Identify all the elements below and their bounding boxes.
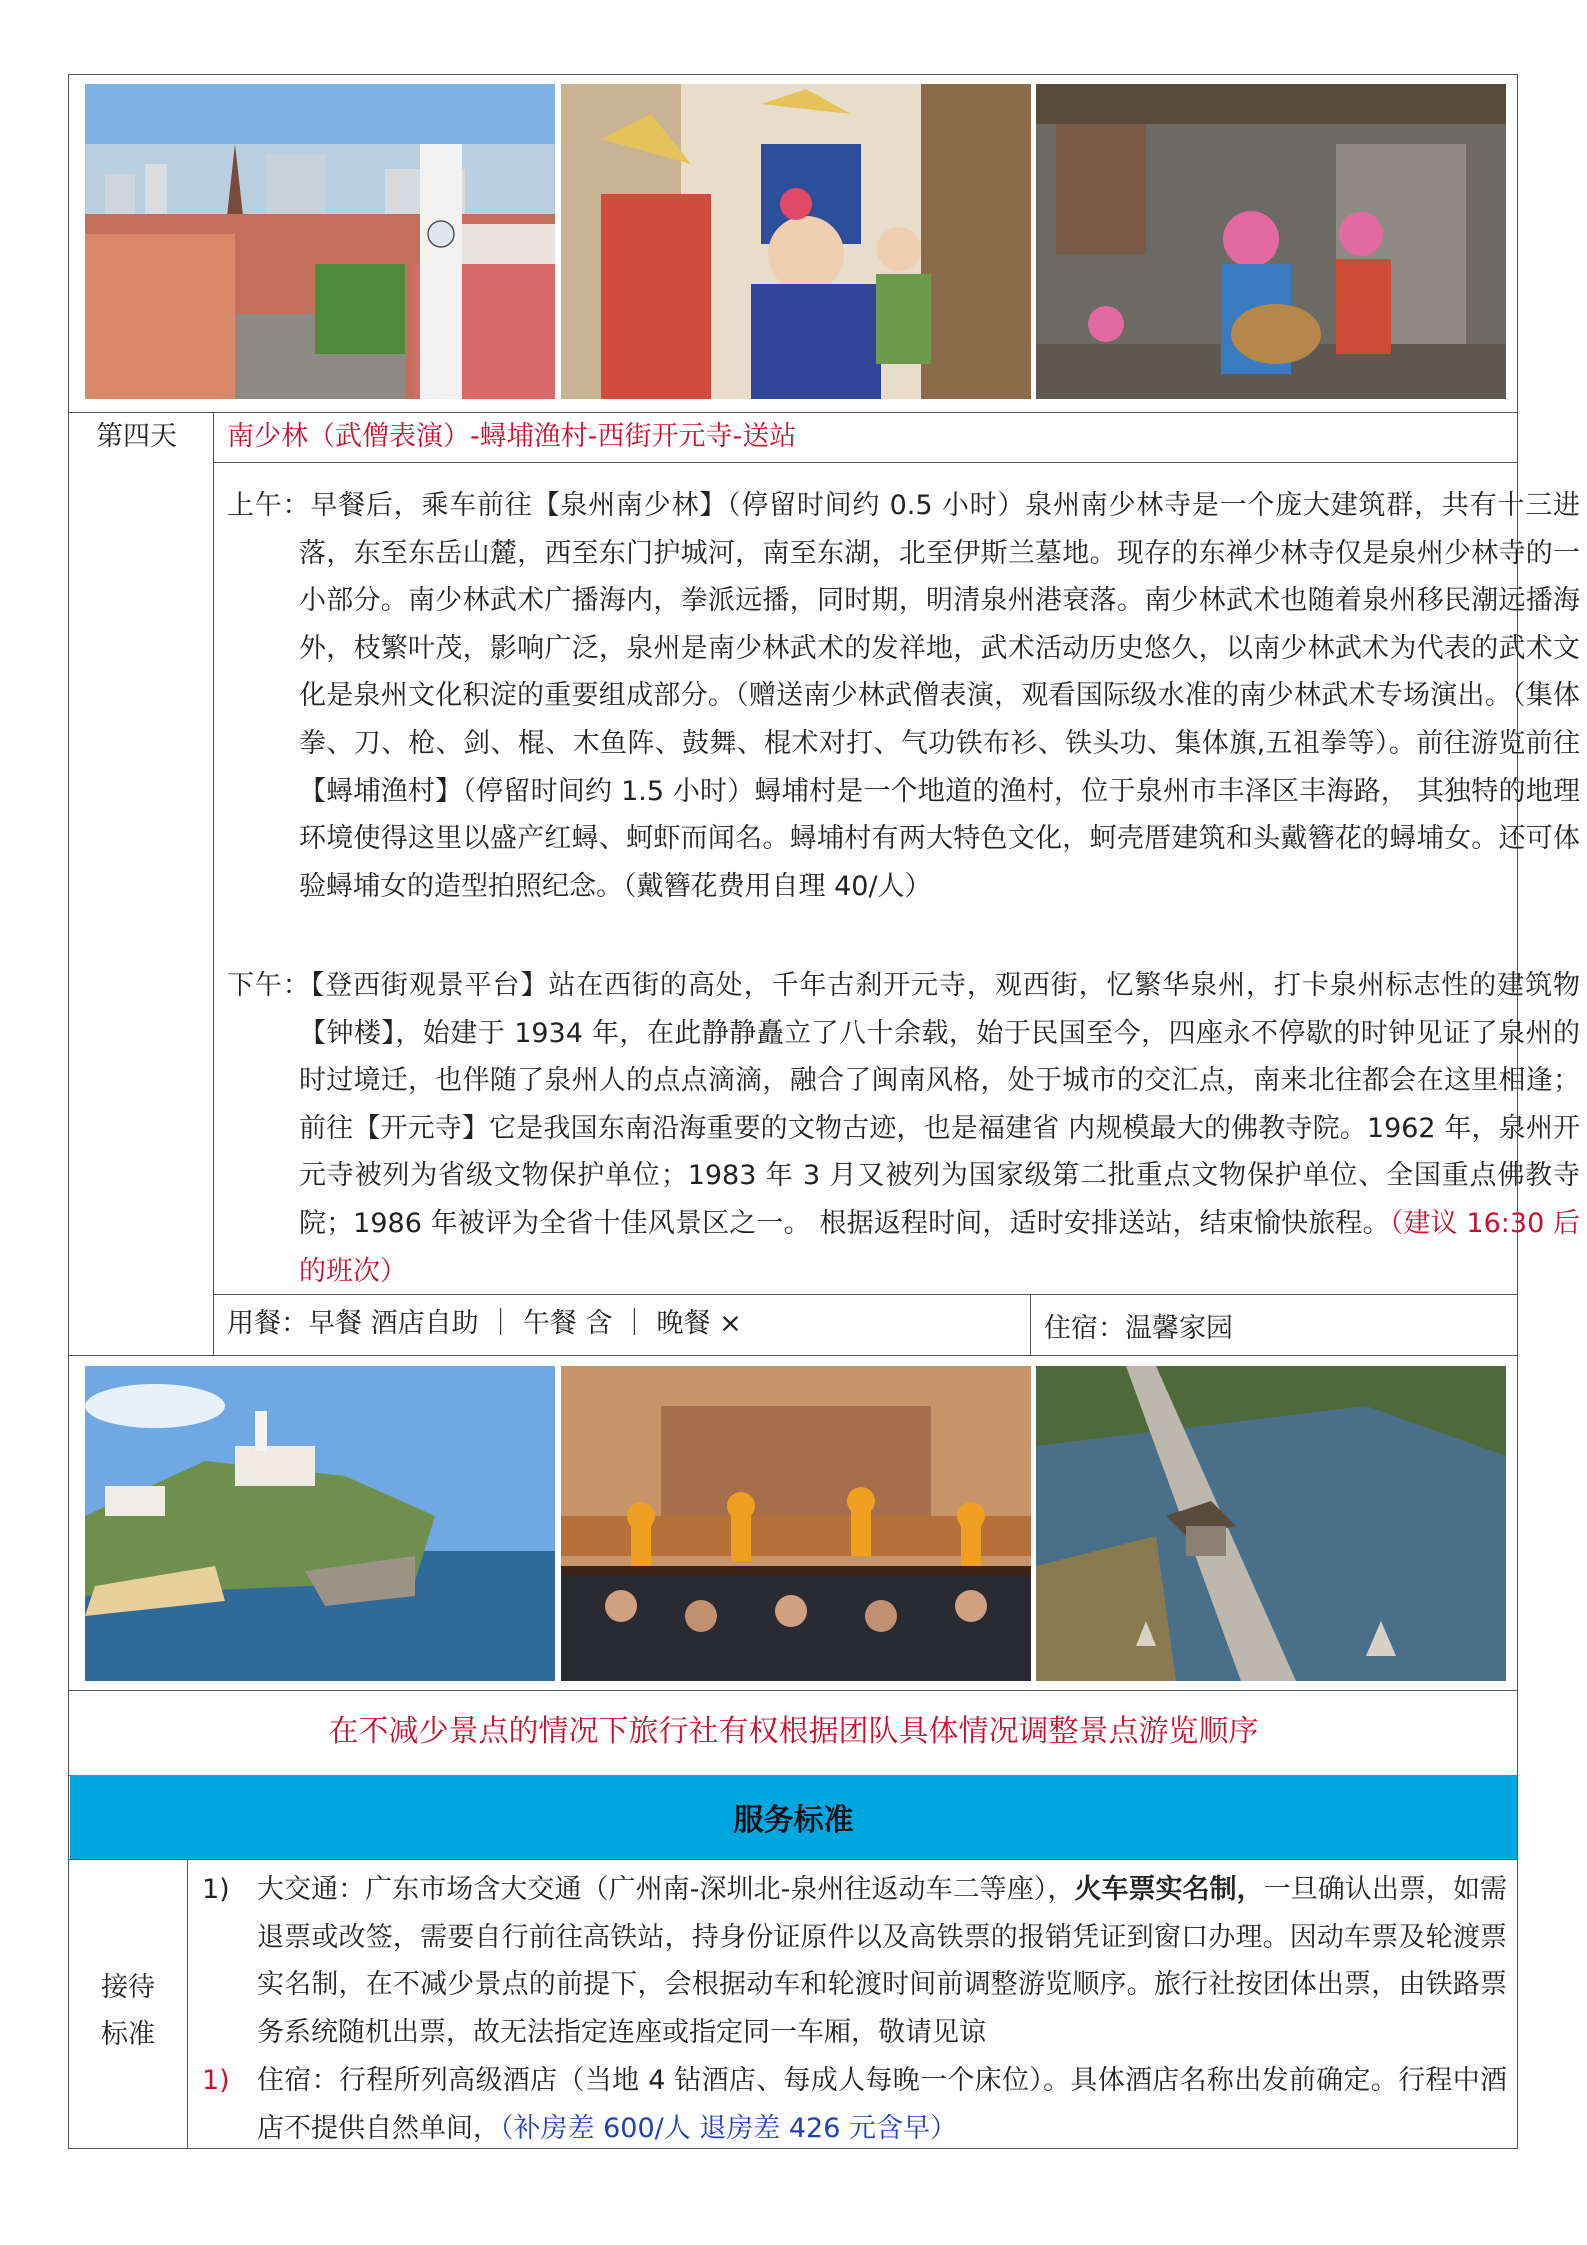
service-row-label-line2: 标准 xyxy=(101,2019,155,2050)
item1-text-a: 大交通：广东市场含大交通（广州南-深圳北-泉州往返动车二等座）， xyxy=(257,1874,1075,1905)
item1-text-b: 一旦确认出票，如需退票或改签，需要自行前往高铁站，持身份证原件以及高铁票的报销凭证到窗口办理。因动车票及轮渡票实名制，在不减少景点的前提下，会根据动车和轮渡时间前调整游览顺序。旅行社按团体出票，由铁路票务系统随机出票，故无法指定连座或指定同一车厢，敬请见谅 xyxy=(257,1874,1508,2048)
meals-info: 用餐：早餐 酒店自助 ｜ 午餐 含 ｜ 晚餐 × xyxy=(227,1308,742,1339)
afternoon-text: 【登西街观景平台】站在西街的高处，千年古刹开元寺，观西街，忆繁华泉州，打卡泉州标志性的建筑物【钟楼】，始建于 1934 年，在此静静矗立了八十余载，始于民国至今，四座永不停歇的时钟见证了泉州的时过境迁，也伴随了泉州人的点点滴滴，融合了闽南风格，处于城市的交汇点，南来北往都会在这里相逢；前往【开元寺】它是我国东南沿海重要的文物古迹，也是福建省 内规模最大的佛教寺院。1962 年，泉州开元寺被列为省级文物保护单位；1983 年 3 月又被列为国家级第二批重点文物保护单位、全国重点佛教寺院；1986 年被评为全省十佳风景区之一。 根据返程时间，适时安排送站，结束愉快旅程。 xyxy=(299,970,1580,1239)
item2-number: 1) xyxy=(202,2065,230,2096)
lodging-info: 住宿：温馨家园 xyxy=(1044,1313,1233,1344)
rule-lodging-column xyxy=(1030,1294,1031,1355)
item2-note: （补房差 600/人 退房差 426 元含早） xyxy=(500,2112,957,2144)
morning-label: 上午： xyxy=(227,490,311,521)
photo-island-coast xyxy=(85,1366,555,1681)
day-label: 第四天 xyxy=(96,421,177,452)
morning-text: 早餐后，乘车前往【泉州南少林】（停留时间约 0.5 小时）泉州南少林寺是一个庞大建筑群，共有十三进落，东至东岳山麓，西至东门护城河，南至东湖，北至伊斯兰墓地。现存的东禅少林寺仅是泉州少林寺的一小部分。南少林武术广播海内，拳派远播，同时期，明清泉州港衰落。南少林武术也随着泉州移民潮远播海外，枝繁叶茂，影响广泛，泉州是南少林武术的发祥地，武术活动历史悠久，以南少林武术为代表的武术文化是泉州文化积淀的重要组成部分。（赠送南少林武僧表演，观看国际级水准的南少林武术专场演出。（集体拳、刀、枪、剑、棍、木鱼阵、鼓舞、棍术对打、气功铁布衫、铁头功、集体旗,五祖拳等）。前往游览前往【蟳埔渔村】（停留时间约 1.5 小时）蟳埔村是一个地道的渔村，位于泉州市丰泽区丰海路， 其独特的地理环境使得这里以盛产红蟳、蚵虾而闻名。蟳埔村有两大特色文化，蚵壳厝建筑和头戴簪花的蟳埔女。还可体验蟳埔女的造型拍照纪念。（戴簪花费用自理 40/人） xyxy=(299,490,1580,902)
rule-photos-bottom xyxy=(68,1690,1518,1691)
photo-xunpu-women xyxy=(561,84,1031,399)
afternoon-paragraph xyxy=(227,962,1580,1295)
day-title: 南少林（武僧表演）-蟳埔渔村-西街开元寺-送站 xyxy=(227,421,797,452)
photo-shaolin-performance xyxy=(561,1366,1031,1681)
rule-meals-bottom xyxy=(68,1355,1518,1356)
item1-text-bold: 火车票实名制， xyxy=(1074,1874,1264,1905)
service-standard-banner: 服务标准 xyxy=(70,1775,1517,1859)
rule-service-column xyxy=(187,1859,188,2149)
item2-text xyxy=(257,2057,1507,2152)
rule-day-column xyxy=(213,412,214,1355)
rule-banner-bottom xyxy=(68,1859,1518,1860)
item1-number: 1) xyxy=(202,1874,230,1905)
morning-paragraph xyxy=(227,482,1580,910)
afternoon-label: 下午： xyxy=(227,970,311,1001)
notice-text: 在不减少景点的情况下旅行社有权根据团队具体情况调整景点游览顺序 xyxy=(328,1714,1259,1749)
photo-oyster-shell-house xyxy=(1036,84,1506,399)
item1-text xyxy=(257,1866,1507,2056)
photo-quanzhou-clock-tower xyxy=(85,84,555,399)
rule-title xyxy=(213,462,1518,463)
afternoon-note: （建议 16:30 后的班次） xyxy=(299,1207,1580,1287)
photo-stone-bridge xyxy=(1036,1366,1506,1681)
item2-text-a: 住宿：行程所列高级酒店（当地 4 钻酒店、每成人每晚一个床位）。具体酒店名称出发前确定。行程中酒店不提供自然单间， xyxy=(257,2065,1507,2144)
service-row-label xyxy=(70,1964,186,2058)
service-row-label-line1: 接待 xyxy=(101,1972,155,2003)
